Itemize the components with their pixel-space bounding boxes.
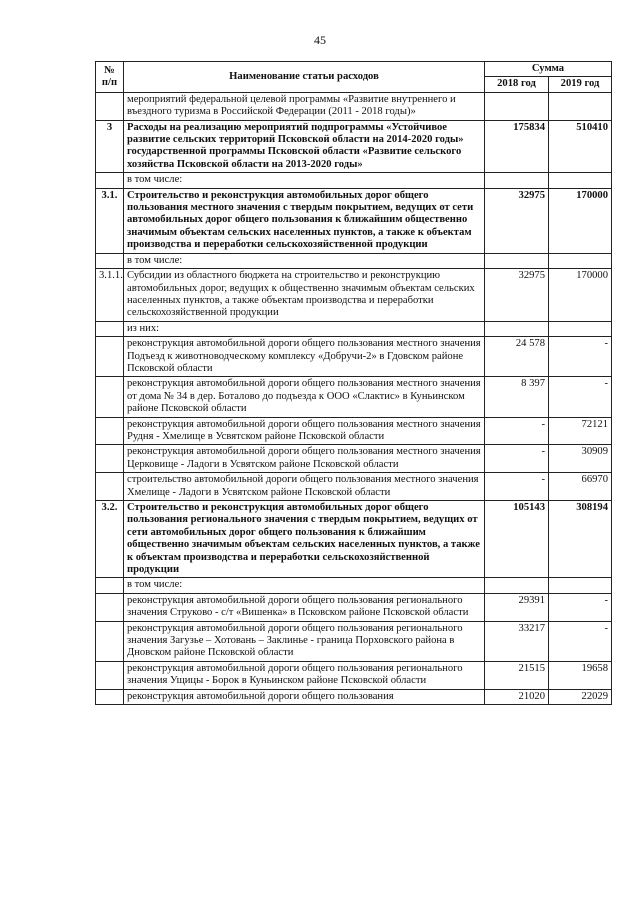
- table-row: [96, 661, 612, 689]
- row-value-2018: 21020: [485, 689, 549, 704]
- row-value-2019: [549, 321, 612, 336]
- row-number: [96, 321, 124, 336]
- page-number: 45: [314, 33, 326, 47]
- table-row: [96, 501, 612, 578]
- row-name: мероприятий федеральной целевой программы «Развитие внутреннего и въездного туризма в Российской Федерации (2011 - 2018 годы)»: [124, 92, 485, 120]
- row-name: реконструкция автомобильной дороги общего пользования регионального значения Ущицы - Борок в Куньинском районе Псковской области: [124, 661, 485, 689]
- row-number: [96, 473, 124, 501]
- table-row: [96, 120, 612, 173]
- table-row: [96, 593, 612, 621]
- header-name: Наименование статьи расходов: [124, 62, 485, 93]
- row-value-2018: 32975: [485, 188, 549, 253]
- row-value-2018: [485, 321, 549, 336]
- expense-table: [95, 61, 612, 705]
- row-name: строительство автомобильной дороги общего пользования местного значения Хмелище - Ладоги в Усвятском районе Псковской области: [124, 473, 485, 501]
- row-number: [96, 92, 124, 120]
- row-value-2019: -: [549, 337, 612, 377]
- row-value-2019: 308194: [549, 501, 612, 578]
- table-row: [96, 173, 612, 188]
- row-value-2019: 30909: [549, 445, 612, 473]
- row-value-2019: [549, 578, 612, 593]
- table-row: [96, 321, 612, 336]
- row-value-2018: -: [485, 417, 549, 445]
- row-number: [96, 417, 124, 445]
- row-number: [96, 173, 124, 188]
- row-value-2019: 72121: [549, 417, 612, 445]
- row-name: реконструкция автомобильной дороги общего пользования регионального значения Струково - с/т «Вишенка» в Псковском районе Псковской области: [124, 593, 485, 621]
- table-row: [96, 253, 612, 268]
- row-value-2018: 105143: [485, 501, 549, 578]
- header-num: № п/п: [96, 62, 124, 93]
- row-name: в том числе:: [124, 578, 485, 593]
- row-name: в том числе:: [124, 173, 485, 188]
- row-value-2019: 22029: [549, 689, 612, 704]
- table-row: [96, 188, 612, 253]
- table-row: [96, 621, 612, 661]
- row-name: реконструкция автомобильной дороги общего пользования местного значения Подъезд к животноводческому комплексу «Добручи-2» в Гдовском районе Псковской области: [124, 337, 485, 377]
- row-number: 3.1.1.: [96, 269, 124, 322]
- row-value-2019: -: [549, 621, 612, 661]
- row-value-2018: 29391: [485, 593, 549, 621]
- row-name: реконструкция автомобильной дороги общего пользования: [124, 689, 485, 704]
- row-value-2019: -: [549, 593, 612, 621]
- table-row: [96, 445, 612, 473]
- row-value-2018: [485, 578, 549, 593]
- row-value-2019: 510410: [549, 120, 612, 173]
- row-value-2018: 175834: [485, 120, 549, 173]
- row-name: реконструкция автомобильной дороги общего пользования местного значения Рудня - Хмелище в Усвятском районе Псковской области: [124, 417, 485, 445]
- table-row: [96, 578, 612, 593]
- row-value-2018: 8 397: [485, 377, 549, 417]
- table-row: [96, 417, 612, 445]
- row-name: реконструкция автомобильной дороги общего пользования регионального значения Загузье – Хотовань – Заклинье - граница Порховского района в Дновском районе Псковской области: [124, 621, 485, 661]
- row-number: 3.2.: [96, 501, 124, 578]
- header-year-2018: 2018 год: [485, 77, 549, 92]
- row-number: [96, 337, 124, 377]
- table-row: [96, 473, 612, 501]
- row-number: [96, 253, 124, 268]
- row-value-2018: 32975: [485, 269, 549, 322]
- row-number: [96, 445, 124, 473]
- header-year-2019: 2019 год: [549, 77, 612, 92]
- row-value-2019: [549, 173, 612, 188]
- table-row: [96, 377, 612, 417]
- header-row: [96, 62, 612, 77]
- row-value-2019: [549, 253, 612, 268]
- row-number: [96, 689, 124, 704]
- row-name: реконструкция автомобильной дороги общего пользования местного значения от дома № 34 в дер. Боталово до подъезда к ООО «Слактис» в Куньинском районе Псковской области: [124, 377, 485, 417]
- row-value-2019: 170000: [549, 269, 612, 322]
- row-name: Строительство и реконструкция автомобильных дорог общего пользования регионального значения с твердым покрытием, ведущих от сети автомобильных дорог общего пользования к ближайшим общественно значимым объектам сельских населенных пунктов, а также к объектам производства и переработки сельскохозяйственной продукции: [124, 501, 485, 578]
- row-name: Расходы на реализацию мероприятий подпрограммы «Устойчивое развитие сельских территорий Псковской области на 2014-2020 годы» государственной программы Псковской области «Развитие сельского хозяйства Псковской области на 2013-2020 годы»: [124, 120, 485, 173]
- table-row: [96, 337, 612, 377]
- row-value-2018: 21515: [485, 661, 549, 689]
- row-number: [96, 377, 124, 417]
- row-value-2019: 170000: [549, 188, 612, 253]
- row-number: 3: [96, 120, 124, 173]
- row-name: в том числе:: [124, 253, 485, 268]
- row-value-2019: 19658: [549, 661, 612, 689]
- row-value-2018: [485, 173, 549, 188]
- row-value-2019: [549, 92, 612, 120]
- table-row: [96, 92, 612, 120]
- row-value-2018: 24 578: [485, 337, 549, 377]
- row-name: Строительство и реконструкция автомобильных дорог общего пользования местного значения с твердым покрытием, ведущих от сети автомобильных дорог общего пользования к ближайшим общественно значимым объектам сельских населенных пунктов, а также к объектам производства и переработки сельскохозяйственной продукции: [124, 188, 485, 253]
- row-value-2018: -: [485, 473, 549, 501]
- table-row: [96, 269, 612, 322]
- table-body: [96, 92, 612, 704]
- header-sum: Сумма: [485, 62, 612, 77]
- row-value-2018: 33217: [485, 621, 549, 661]
- row-value-2018: [485, 253, 549, 268]
- row-number: [96, 661, 124, 689]
- row-name: из них:: [124, 321, 485, 336]
- row-number: [96, 621, 124, 661]
- row-value-2018: [485, 92, 549, 120]
- row-name: Субсидии из областного бюджета на строительство и реконструкцию автомобильных дорог, ведущих к общественно значимым объектам сельских населенных пунктов, а также объектам производства и переработки сельскохозяйственной продукции: [124, 269, 485, 322]
- row-value-2018: -: [485, 445, 549, 473]
- row-value-2019: -: [549, 377, 612, 417]
- row-name: реконструкция автомобильной дороги общего пользования местного значения Церковище - Ладоги в Усвятском районе Псковской области: [124, 445, 485, 473]
- row-number: 3.1.: [96, 188, 124, 253]
- row-number: [96, 593, 124, 621]
- row-number: [96, 578, 124, 593]
- table-row: [96, 689, 612, 704]
- row-value-2019: 66970: [549, 473, 612, 501]
